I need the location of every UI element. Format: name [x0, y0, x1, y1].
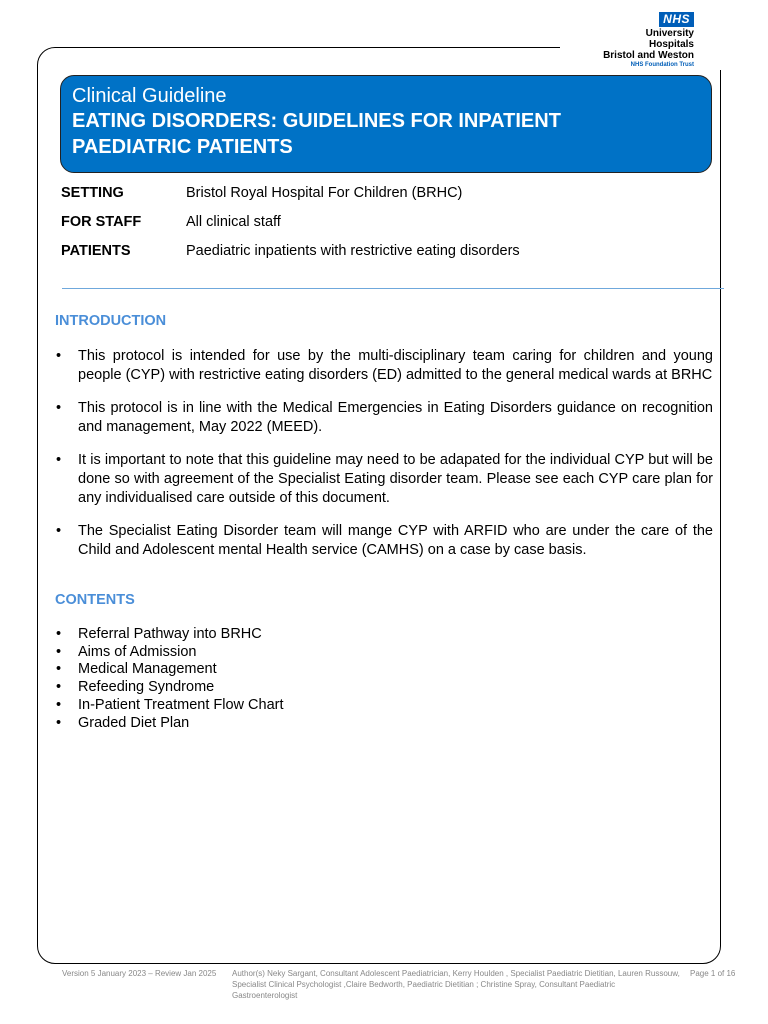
contents-item: • Refeeding Syndrome — [55, 679, 284, 697]
meta-row-patients — [61, 243, 520, 272]
meta-table — [61, 185, 520, 272]
banner-title-line-2: PAEDIATRIC PATIENTS — [72, 136, 293, 158]
banner-subtitle: Clinical Guideline — [72, 85, 227, 107]
contents-item: • Graded Diet Plan — [55, 715, 284, 733]
meta-row-setting — [61, 185, 520, 214]
meta-value: Bristol Royal Hospital For Children (BRHC) — [186, 185, 463, 201]
contents-item: • Medical Management — [55, 661, 284, 679]
introduction-list — [55, 347, 713, 574]
contents-item: • Referral Pathway into BRHC — [55, 626, 284, 644]
nhs-badge: NHS — [659, 12, 694, 27]
logo-line-2: Bristol and Weston — [603, 50, 694, 61]
contents-list — [55, 626, 284, 732]
title-banner — [60, 75, 712, 173]
footer-authors: Author(s) Neky Sargant, Consultant Adolescent Paediatrician, Kerry Houlden , Specialist Paediatric Dietitian, Lauren Russouw, Specialist Clinical Psychologist ,Claire Bedworth, Paediatric Dietitian ; Christine Spray, Consultant Paediatric Gastroenterologist — [232, 969, 680, 1000]
list-item: • It is important to note that this guideline may need to be adapated for the individual CYP but will be done so with agreement of the Specialist Eating disorder team. Please see each CYP care plan for any individualised care outside of this document. — [55, 451, 713, 508]
nhs-logo — [602, 10, 694, 69]
meta-label: PATIENTS — [61, 243, 131, 259]
list-item: • This protocol is in line with the Medical Emergencies in Eating Disorders guidance on recognition and management, May 2022 (MEED). — [55, 399, 713, 437]
meta-label: FOR STAFF — [61, 214, 142, 230]
list-item: • The Specialist Eating Disorder team will mange CYP with ARFID who are under the care of the Child and Adolescent mental Health service (CAMHS) on a case by case basis. — [55, 522, 713, 560]
meta-value: All clinical staff — [186, 214, 281, 230]
banner-title-line-1: EATING DISORDERS: GUIDELINES FOR INPATIENT — [72, 110, 561, 132]
logo-line-1: University Hospitals — [645, 28, 694, 50]
list-item: • This protocol is intended for use by the multi-disciplinary team caring for children and young people (CYP) with restrictive eating disorders (ED) admitted to the general medical wards at BRHC — [55, 347, 713, 385]
footer-page-number: Page 1 of 16 — [690, 969, 736, 978]
meta-row-staff — [61, 214, 520, 243]
contents-item: • In-Patient Treatment Flow Chart — [55, 697, 284, 715]
logo-trust: NHS Foundation Trust — [630, 62, 694, 68]
meta-value: Paediatric inpatients with restrictive eating disorders — [186, 243, 520, 259]
contents-heading: CONTENTS — [55, 592, 135, 608]
contents-item: • Aims of Admission — [55, 644, 284, 662]
section-divider — [62, 288, 724, 289]
footer-version: Version 5 January 2023 – Review Jan 2025 — [62, 969, 217, 978]
meta-label: SETTING — [61, 185, 124, 201]
introduction-heading: INTRODUCTION — [55, 313, 167, 329]
